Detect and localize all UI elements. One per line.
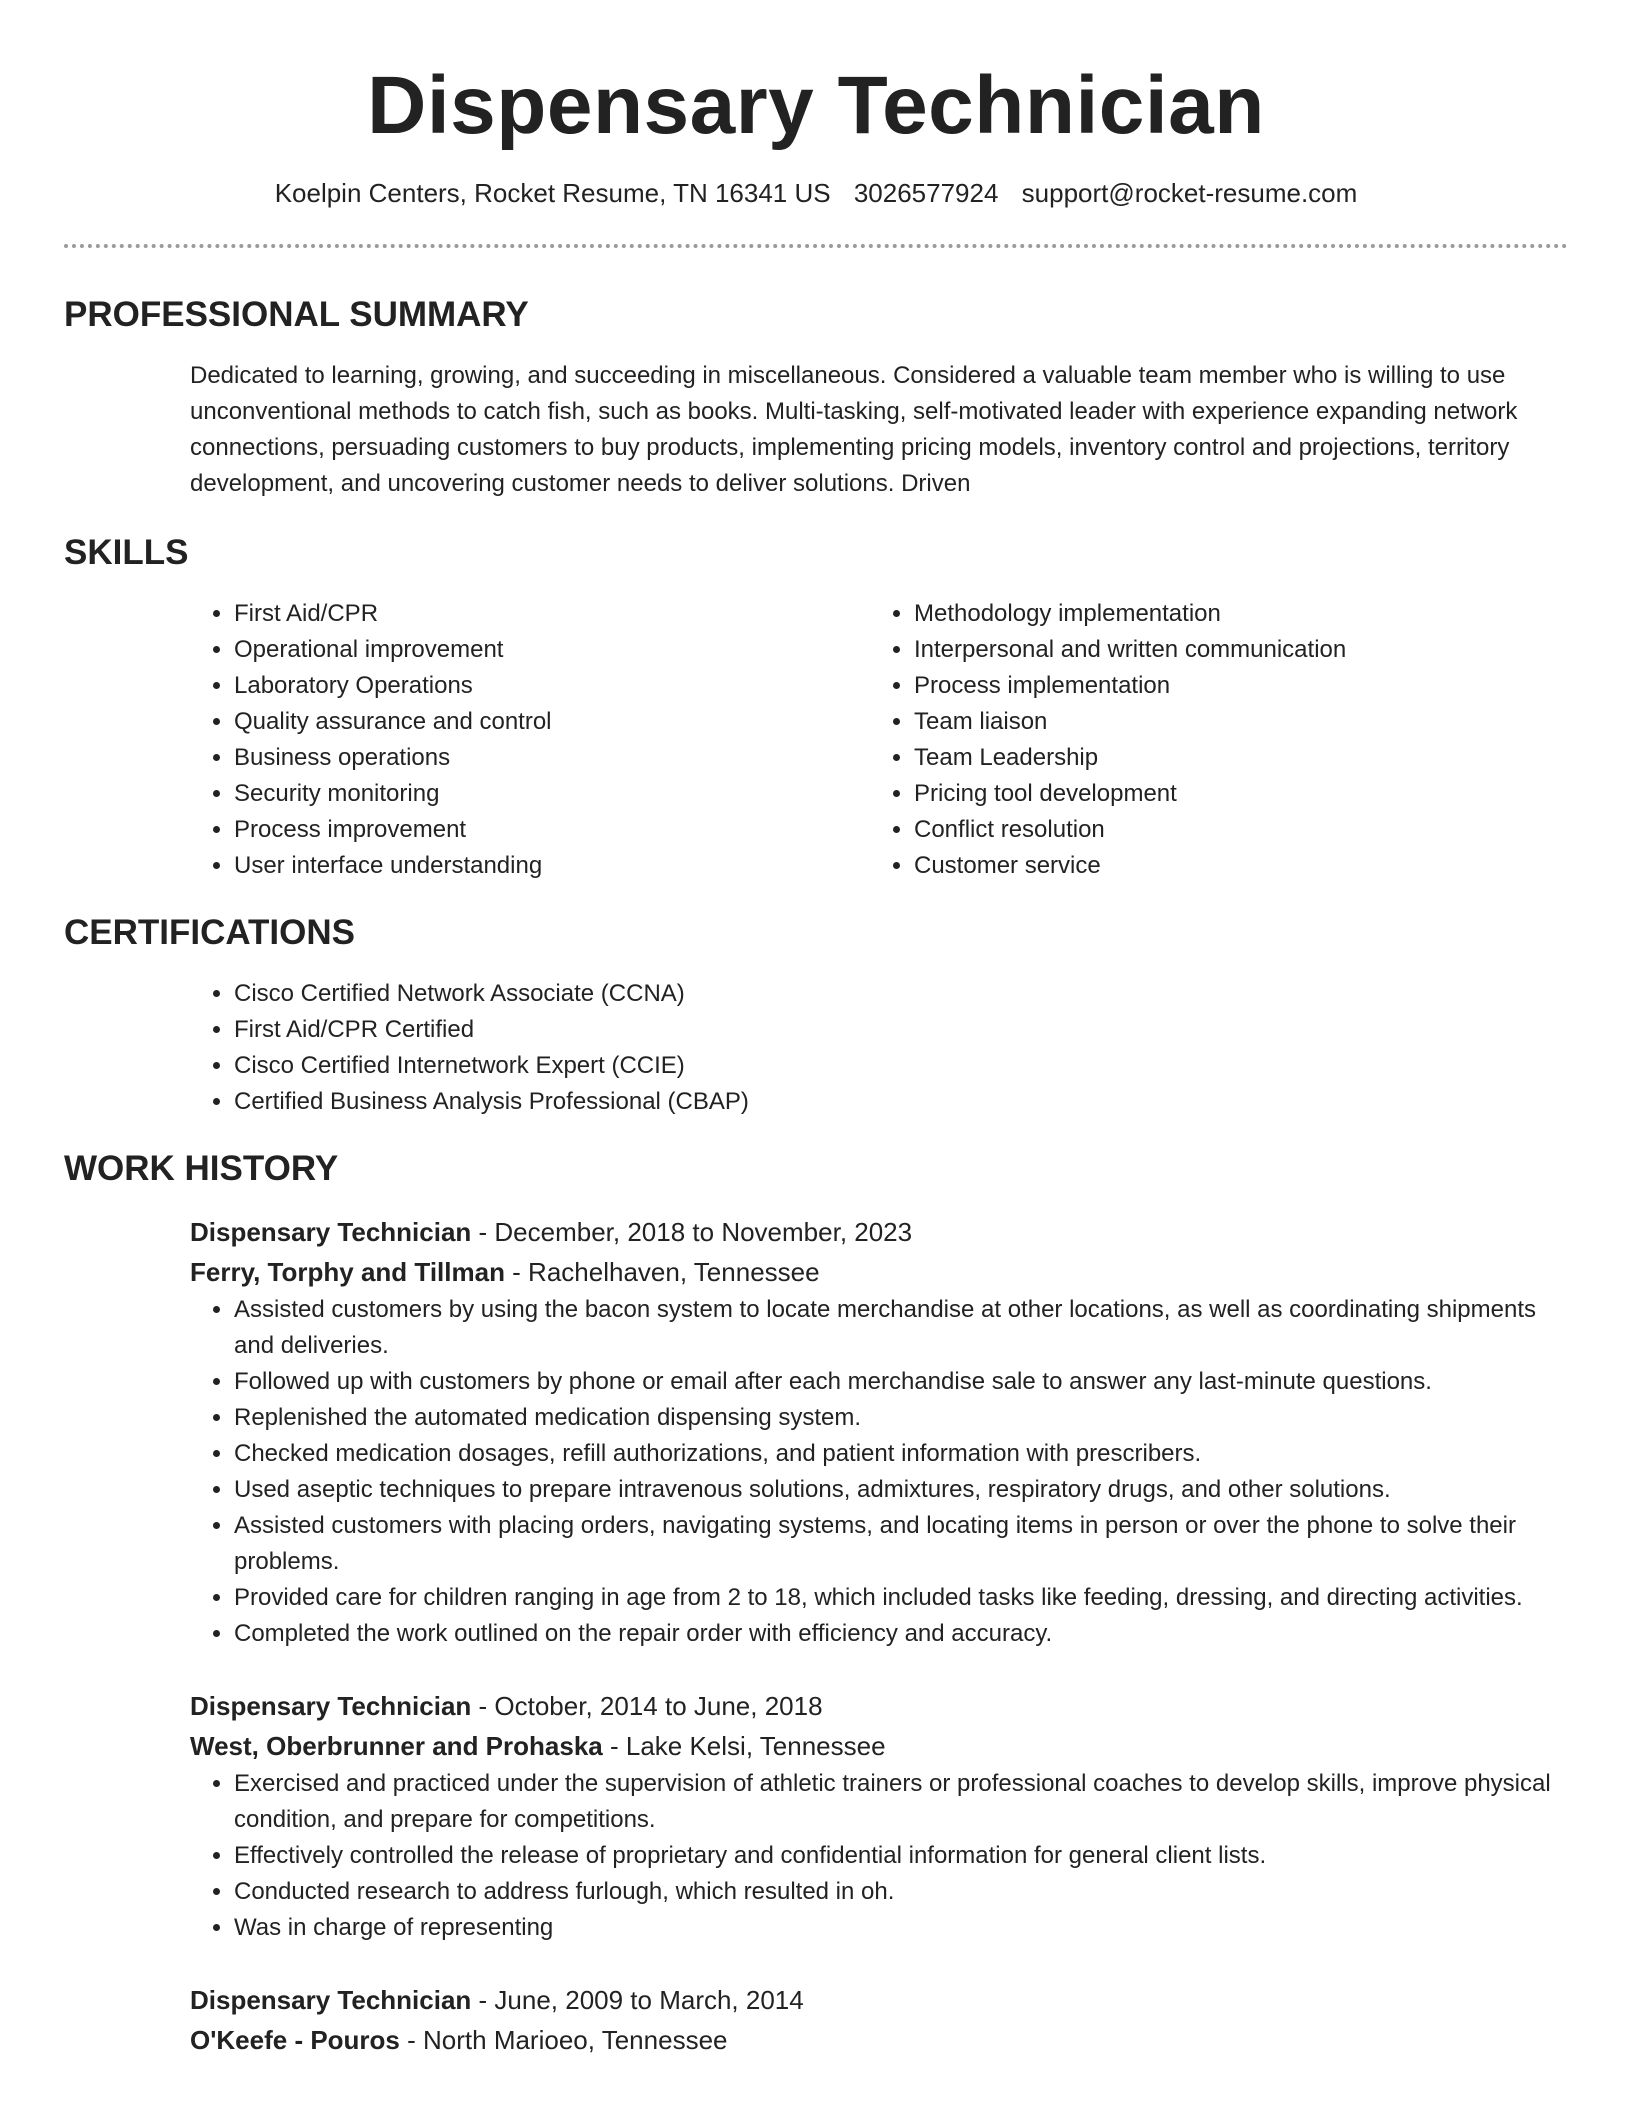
skill-item: • Methodology implementation xyxy=(914,596,1550,632)
job-dates: - December, 2018 to November, 2023 xyxy=(471,1217,913,1247)
skills-list-right xyxy=(870,596,1550,884)
job-company: West, Oberbrunner and Prohaska xyxy=(190,1731,603,1761)
job-bullet: • Conducted research to address furlough, which resulted in oh. xyxy=(234,1874,1568,1910)
skills-section-title: SKILLS xyxy=(64,533,189,572)
summary-text: Dedicated to learning, growing, and succeeding in miscellaneous. Considered a valuable team member who is willing to use unconventional methods to catch fish, such as books. Multi-tasking, self-motivated leader with experience expanding network connections, persuading customers to buy products, implementing pricing models, inventory control and projections, territory development, and uncovering customer needs to deliver solutions. Driven xyxy=(190,362,1518,497)
skill-item: • Team Leadership xyxy=(914,740,1550,776)
skill-item: • Customer service xyxy=(914,848,1550,884)
skill-item: • Interpersonal and written communication xyxy=(914,632,1550,668)
skills-grid xyxy=(190,596,1568,884)
header-divider xyxy=(64,244,1568,248)
job-role: Dispensary Technician xyxy=(190,1691,472,1721)
job-title-line xyxy=(190,1686,1568,1726)
certification-item: • Cisco Certified Network Associate (CCNA) xyxy=(234,976,1568,1012)
job-bullet: • Followed up with customers by phone or email after each merchandise sale to answer any last-minute questions. xyxy=(234,1364,1568,1400)
certifications-list xyxy=(190,976,1568,1120)
job-location: - Rachelhaven, Tennessee xyxy=(504,1257,820,1287)
job-entry xyxy=(190,1212,1568,1652)
certifications-block xyxy=(190,976,1568,1120)
resume-name-heading: Dispensary Technician xyxy=(367,60,1265,151)
job-bullet: • Exercised and practiced under the supervision of athletic trainers or professional coaches to develop skills, improve physical condition, and prepare for competitions. xyxy=(234,1766,1568,1838)
job-location: - Lake Kelsi, Tennessee xyxy=(602,1731,886,1761)
skill-item: • Process improvement xyxy=(234,812,870,848)
job-bullet: • Used aseptic techniques to prepare intravenous solutions, admixtures, respiratory drugs, and other solutions. xyxy=(234,1472,1568,1508)
job-dates: - October, 2014 to June, 2018 xyxy=(471,1691,823,1721)
job-bullet: • Assisted customers with placing orders, navigating systems, and locating items in person or over the phone to solve their problems. xyxy=(234,1508,1568,1580)
certification-item: • First Aid/CPR Certified xyxy=(234,1012,1568,1048)
skills-list-left xyxy=(190,596,870,884)
job-bullet: • Completed the work outlined on the repair order with efficiency and accuracy. xyxy=(234,1616,1568,1652)
job-title-line xyxy=(190,1980,1568,2020)
certification-item: • Certified Business Analysis Professional (CBAP) xyxy=(234,1084,1568,1120)
job-entry xyxy=(190,1980,1568,2060)
resume-page xyxy=(64,0,1568,2060)
skill-item: • Pricing tool development xyxy=(914,776,1550,812)
job-bullet: • Was in charge of representing xyxy=(234,1910,1568,1946)
work-history-section-title: WORK HISTORY xyxy=(64,1149,339,1188)
skills-column-left xyxy=(190,596,870,884)
certifications-section-title: CERTIFICATIONS xyxy=(64,913,356,952)
job-company-line xyxy=(190,2020,1568,2060)
skill-item: • User interface understanding xyxy=(234,848,870,884)
job-title-line xyxy=(190,1212,1568,1252)
skill-item: • Conflict resolution xyxy=(914,812,1550,848)
job-bullet: • Replenished the automated medication dispensing system. xyxy=(234,1400,1568,1436)
contact-line xyxy=(64,176,1568,210)
skill-item: • Laboratory Operations xyxy=(234,668,870,704)
skill-item: • Security monitoring xyxy=(234,776,870,812)
contact-phone: 3026577924 xyxy=(853,178,999,208)
job-company: O'Keefe - Pouros xyxy=(190,2025,400,2055)
job-location: - North Marioeo, Tennessee xyxy=(399,2025,728,2055)
job-dates: - June, 2009 to March, 2014 xyxy=(471,1985,804,2015)
contact-email: support@rocket-resume.com xyxy=(1021,178,1358,208)
skill-item: • Operational improvement xyxy=(234,632,870,668)
job-company: Ferry, Torphy and Tillman xyxy=(190,1257,505,1287)
skill-item: • Process implementation xyxy=(914,668,1550,704)
job-bullet: • Assisted customers by using the bacon system to locate merchandise at other locations, as well as coordinating shipments and deliveries. xyxy=(234,1292,1568,1364)
skills-column-right xyxy=(870,596,1550,884)
job-bullet: • Effectively controlled the release of proprietary and confidential information for general client lists. xyxy=(234,1838,1568,1874)
job-bullet: • Provided care for children ranging in age from 2 to 18, which included tasks like feeding, dressing, and directing activities. xyxy=(234,1580,1568,1616)
summary-section-title: PROFESSIONAL SUMMARY xyxy=(64,295,529,334)
skill-item: • First Aid/CPR xyxy=(234,596,870,632)
job-bullet: • Checked medication dosages, refill authorizations, and patient information with prescribers. xyxy=(234,1436,1568,1472)
job-entry xyxy=(190,1686,1568,1946)
job-bullet-list xyxy=(190,1292,1568,1652)
job-company-line xyxy=(190,1252,1568,1292)
skill-item: • Business operations xyxy=(234,740,870,776)
job-company-line xyxy=(190,1726,1568,1766)
job-role: Dispensary Technician xyxy=(190,1985,472,2015)
skill-item: • Team liaison xyxy=(914,704,1550,740)
contact-address: Koelpin Centers, Rocket Resume, TN 16341 US xyxy=(274,178,831,208)
certification-item: • Cisco Certified Internetwork Expert (CCIE) xyxy=(234,1048,1568,1084)
job-bullet-list xyxy=(190,1766,1568,1946)
skill-item: • Quality assurance and control xyxy=(234,704,870,740)
job-role: Dispensary Technician xyxy=(190,1217,472,1247)
